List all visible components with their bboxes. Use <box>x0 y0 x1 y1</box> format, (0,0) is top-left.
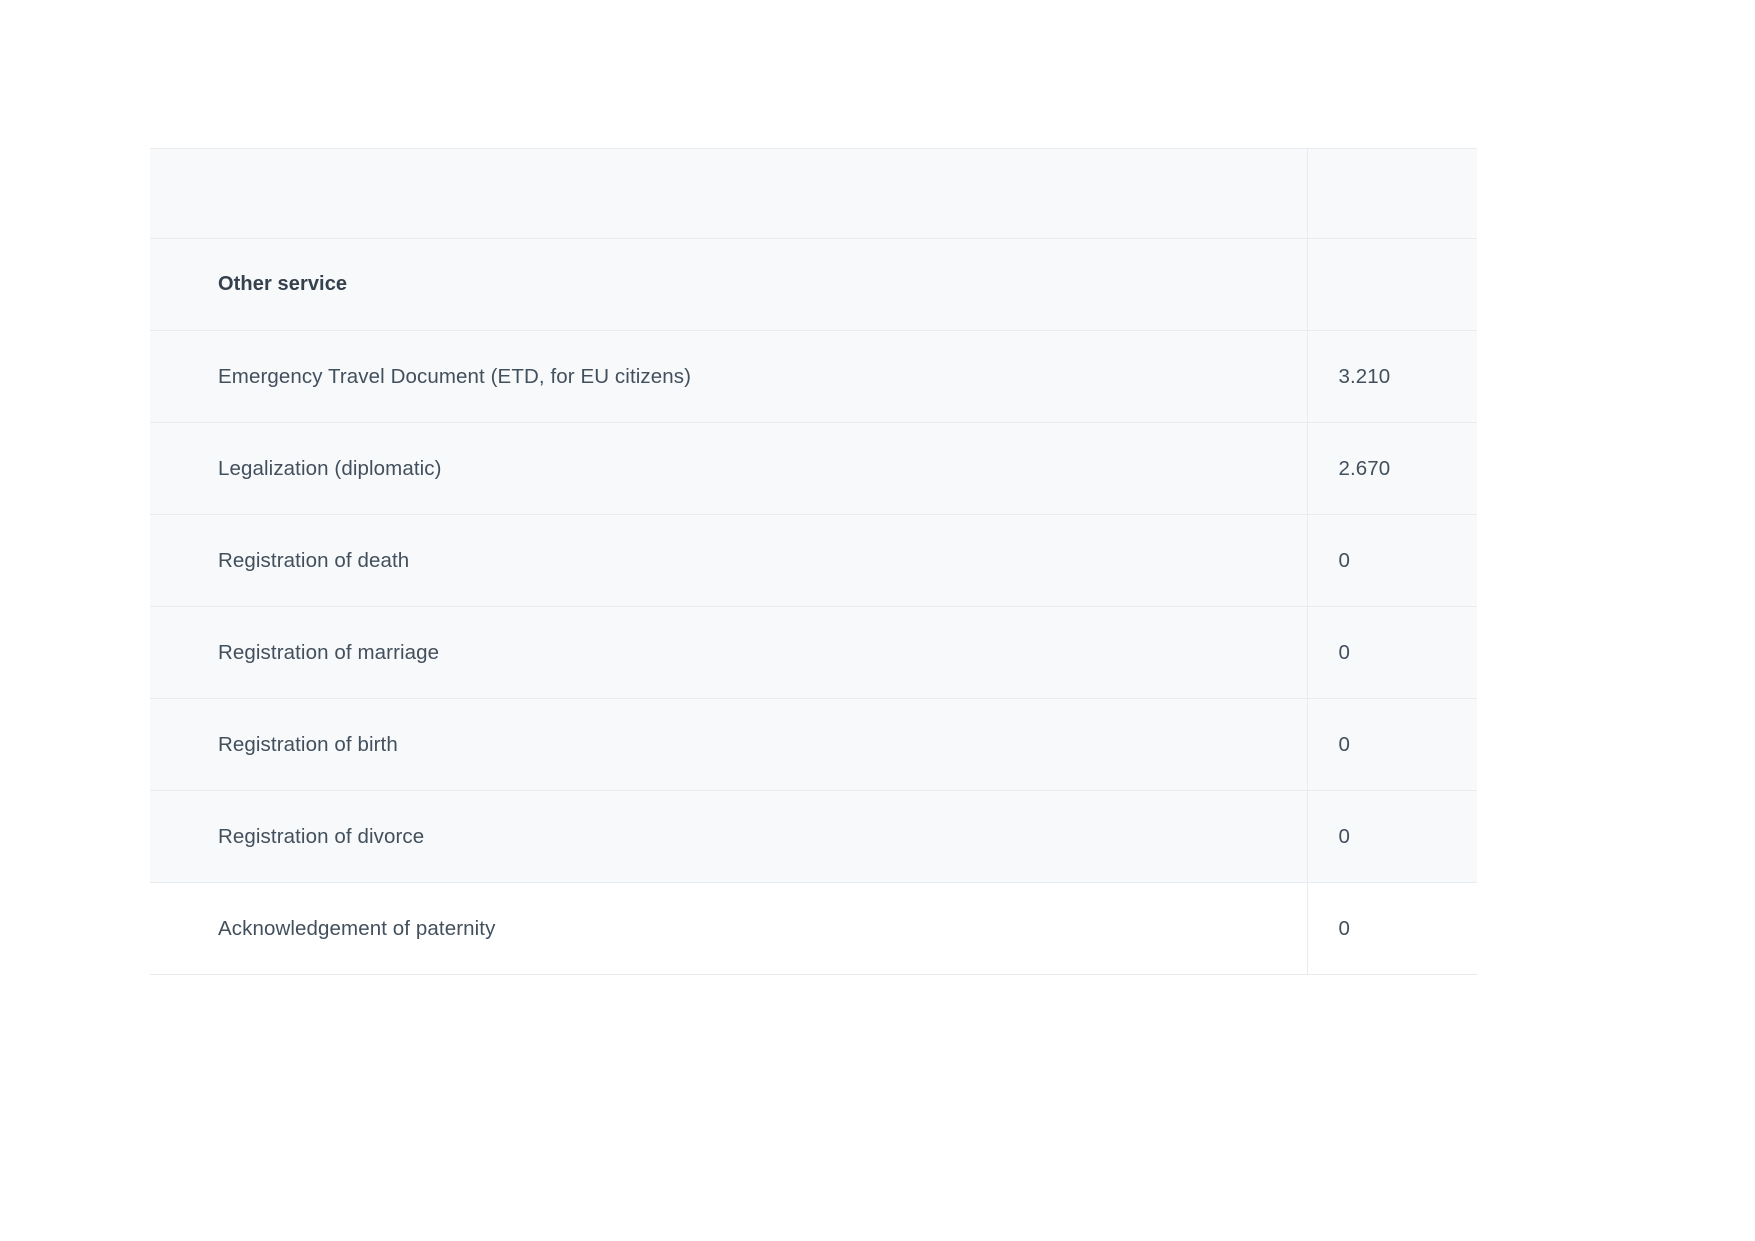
row-value-text: 0 <box>1338 732 1351 756</box>
table-row <box>150 423 1477 515</box>
row-label-text: Legalization (diplomatic) <box>218 456 442 480</box>
row-cell-value <box>1307 607 1477 699</box>
services-table-container <box>150 148 1477 975</box>
row-cell-label <box>150 791 1307 883</box>
row-value-text: 0 <box>1338 824 1351 848</box>
row-value-text: 3.210 <box>1338 364 1391 388</box>
row-label-text: Emergency Travel Document (ETD, for EU citizens) <box>218 364 692 388</box>
row-cell-label <box>150 699 1307 791</box>
row-cell-value <box>1307 699 1477 791</box>
row-label-text: Registration of birth <box>218 732 398 756</box>
table-row <box>150 883 1477 975</box>
services-table <box>150 148 1477 975</box>
row-label-text: Registration of death <box>218 548 410 572</box>
row-value-text: 0 <box>1338 640 1351 664</box>
row-value-text: 2.670 <box>1338 456 1391 480</box>
row-cell-label <box>150 331 1307 423</box>
row-cell-label <box>150 515 1307 607</box>
row-cell-value <box>1307 423 1477 515</box>
row-label-text: Acknowledgement of paternity <box>218 916 496 940</box>
group-cell-label <box>150 239 1307 331</box>
row-label-text: Registration of marriage <box>218 640 440 664</box>
row-value-text: 0 <box>1338 916 1351 940</box>
row-cell-label <box>150 883 1307 975</box>
row-cell-value <box>1307 331 1477 423</box>
group-label-text: Other service <box>218 273 348 295</box>
row-cell-value <box>1307 515 1477 607</box>
row-cell-label <box>150 423 1307 515</box>
table-group-row <box>150 239 1477 331</box>
row-cell-value <box>1307 791 1477 883</box>
table-row <box>150 331 1477 423</box>
table-body <box>150 149 1477 975</box>
row-cell-label <box>150 607 1307 699</box>
table-header-row <box>150 149 1477 239</box>
row-value-text: 0 <box>1338 548 1351 572</box>
header-cell-label <box>150 149 1307 239</box>
table-row <box>150 515 1477 607</box>
table-row <box>150 607 1477 699</box>
table-row <box>150 791 1477 883</box>
table-row <box>150 699 1477 791</box>
header-cell-value <box>1307 149 1477 239</box>
row-label-text: Registration of divorce <box>218 824 425 848</box>
row-cell-value <box>1307 883 1477 975</box>
group-cell-value <box>1307 239 1477 331</box>
